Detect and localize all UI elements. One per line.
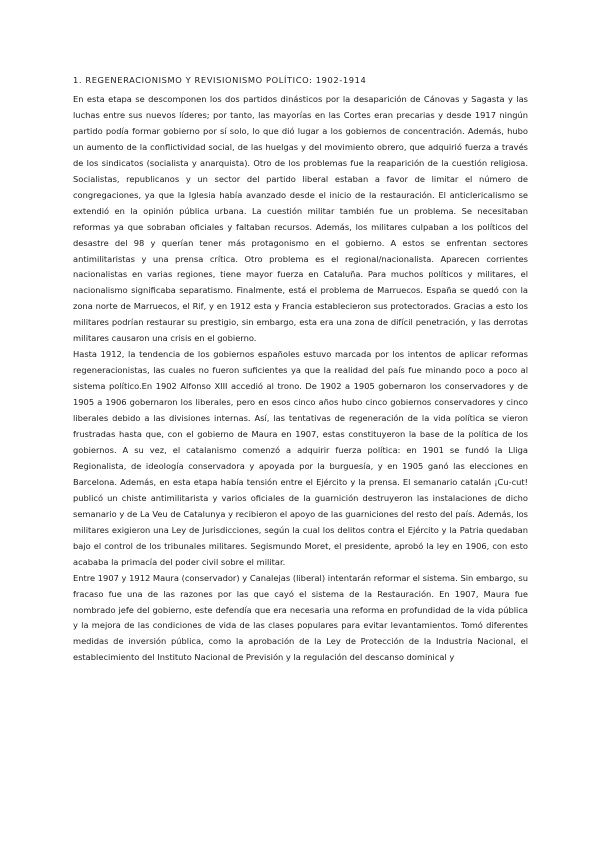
paragraph-crisis-problems: En esta etapa se descomponen los dos partidos dinásticos por la desaparición de Cánovas y Sagasta y las luchas entre sus nuevos líderes; por tanto, las mayorías en las Cortes eran precarias y desde 1917 ningún partido podía formar gobierno por sí solo, lo que dió lugar a los gobiernos de concentración. Además, hubo un aumento de la conflictividad social, de las huelgas y del movimiento obrero, que adquirió fuerza a través de los sindicatos (socialista y anarquista). Otro de los problemas fue la reaparición de la cuestión religiosa. Socialistas, republicanos y un sector del partido liberal estaban a favor de limitar el número de congregaciones, ya que la Iglesia había avanzado desde el inicio de la restauración. El anticlericalismo se extendió en la opinión pública urbana. La cuestión militar también fue un problema. Se necesitaban reformas ya que sobraban oficiales y faltaban recursos. Además, los militares culpaban a los políticos del desastre del 98 y querían tener más protagonismo en el gobierno. A estos se enfrentan sectores antimilitaristas y una prensa crítica. Otro problema es el regional/nacionalista. Aparecen corrientes nacionalistas en varias regiones, tiene mayor fuerza en Cataluña. Para muchos políticos y militares, el nacionalismo significaba separatismo. Finalmente, está el problema de Marruecos. España se quedó con la zona norte de Marruecos, el Rif, y en 1912 esta y Francia establecieron sus protectorados. Gracias a esto los militares podrían restaurar su prestigio, sin embargo, esta era una zona de difícil penetración, y las derrotas militares causaron una crisis en el gobierno.	[73, 94, 528, 344]
document-page	[73, 72, 528, 666]
section-heading: 1. REGENERACIONISMO Y REVISIONISMO POLÍTICO: 1902-1914	[73, 75, 367, 85]
paragraph-maura-canalejas: Entre 1907 y 1912 Maura (conservador) y Canalejas (liberal) intentarán reformar el sistema. Sin embargo, su fracaso fue una de las razones por las que cayó el sistema de la Restauración. En 1907, Maura fue nombrado jefe del gobierno, este defendía que era necesaria una reforma en profundidad de la vida pública y la mejora de las condiciones de vida de las clases populares para evitar levantamientos. Tomó diferentes medidas de inversión pública, como la aprobación de la Ley de Protección de la Industria Nacional, el establecimiento del Instituto Nacional de Previsión y la regulación del descanso dominical y	[73, 572, 528, 663]
paragraph-regeneracionismo: Hasta 1912, la tendencia de los gobiernos españoles estuvo marcada por los intentos de aplicar reformas regeneracionistas, las cuales no fueron suficientes ya que la realidad del país fue minando poco a poco al sistema político.En 1902 Alfonso XIII accedió al trono. De 1902 a 1905 gobernaron los conservadores y de 1905 a 1906 gobernaron los liberales, pero en esos cinco años hubo cinco gobiernos conservadores y cinco liberales debido a las divisiones internas. Así, las tentativas de regeneración de la vida política se vieron frustradas hasta que, con el gobierno de Maura en 1907, estas constituyeron la base de la política de los gobiernos. A su vez, el catalanismo comenzó a adquirir fuerza política: en 1901 se fundó la Lliga Regionalista, de ideología conservadora y apoyada por la burguesía, y en 1905 ganó las elecciones en Barcelona. Además, en esta etapa había tensión entre el Ejército y la prensa. El semanario catalán ¡Cu-cut! publicó un chiste antimilitarista y varios oficiales de la guarnición destruyeron las instalaciones de dicho semanario y de La Veu de Catalunya y recibieron el apoyo de las guarniciones del resto del país. Además, los militares exigieron una Ley de Jurisdicciones, según la cual los delitos contra el Ejército y la Patria quedaban bajo el control de los tribunales militares. Segismundo Moret, el presidente, aprobó la ley en 1906, con esto acababa la primacía del poder civil sobre el militar.	[73, 349, 528, 567]
